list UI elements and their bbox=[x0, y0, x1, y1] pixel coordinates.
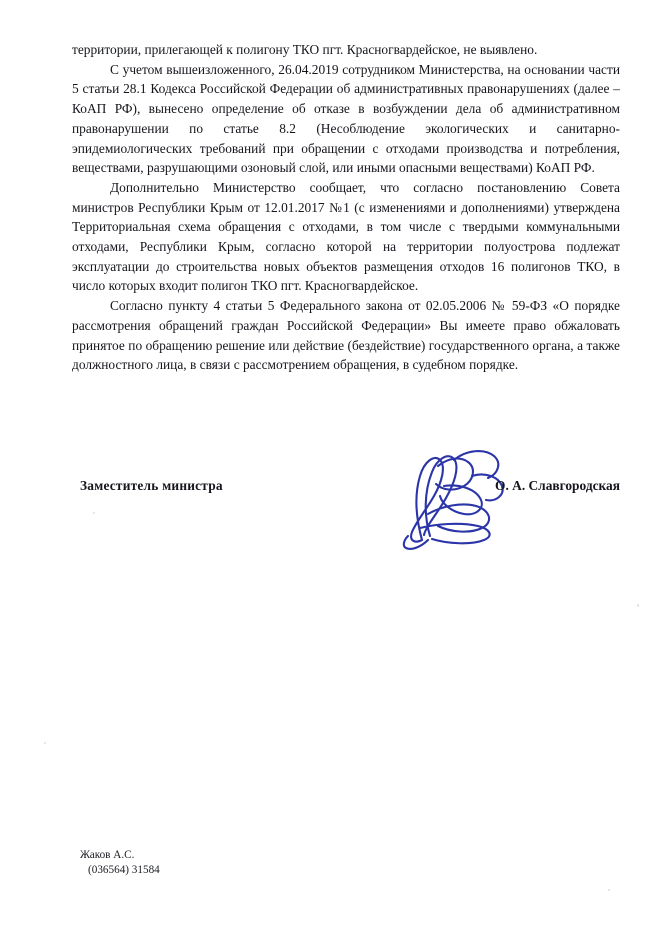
executor-phone: (036564) 31584 bbox=[88, 864, 160, 877]
paragraph-continuation: территории, прилегающей к полигону ТКО пгт. Красногвардейское, не выявлено. bbox=[72, 42, 538, 57]
scan-speck bbox=[44, 742, 46, 744]
handwritten-signature-icon bbox=[364, 440, 544, 560]
paragraph-administrative-decision: С учетом вышеизложенного, 26.04.2019 сотрудником Министерства, на основании части 5 статьи 28.1 Кодекса Российской Федерации об административных правонарушениях (далее – КоАП РФ), вынесено определение об отказе в возбуждении дела об административном правонарушении по статье 8.2 (Несоблюдение экологических и санитарно-эпидемиологических требований при обращении с отходами производства и потребления, веществами, разрушающими озоновый слой, или иными опасными веществами) КоАП РФ. bbox=[72, 61, 620, 176]
executor-info bbox=[80, 848, 160, 879]
document-body bbox=[72, 40, 620, 375]
signer-name: О. А. Славгородская bbox=[495, 478, 620, 493]
executor-name: Жаков А.С. bbox=[80, 849, 135, 861]
signature-block bbox=[72, 468, 620, 598]
signer-position: Заместитель министра bbox=[80, 478, 223, 493]
paragraph-territorial-scheme: Дополнительно Министерство сообщает, что согласно постановлению Совета министров Республики Крым от 12.01.2017 №1 (с изменениями и дополнениями) утверждена Территориальная схема обращения с отходами, в том числе с твердыми коммунальными отходами, Республики Крым, согласно которой на территории полуострова подлежат эксплуатации до строительства новых объектов размещения отходов 16 полигонов ТКО, в число которых входит полигон ТКО пгт. Красногвардейское. bbox=[72, 179, 620, 294]
scan-speck bbox=[608, 889, 610, 891]
scan-speck bbox=[637, 604, 639, 607]
scan-speck bbox=[93, 512, 95, 514]
paragraph-appeal-rights: Согласно пункту 4 статьи 5 Федерального закона от 02.05.2006 № 59-ФЗ «О порядке рассмотрения обращений граждан Российской Федерации» Вы имеете право обжаловать принятое по обращению решение или действие (бездействие) государственного органа, а также должностного лица, в связи с рассмотрением обращения, в судебном порядке. bbox=[72, 298, 620, 373]
